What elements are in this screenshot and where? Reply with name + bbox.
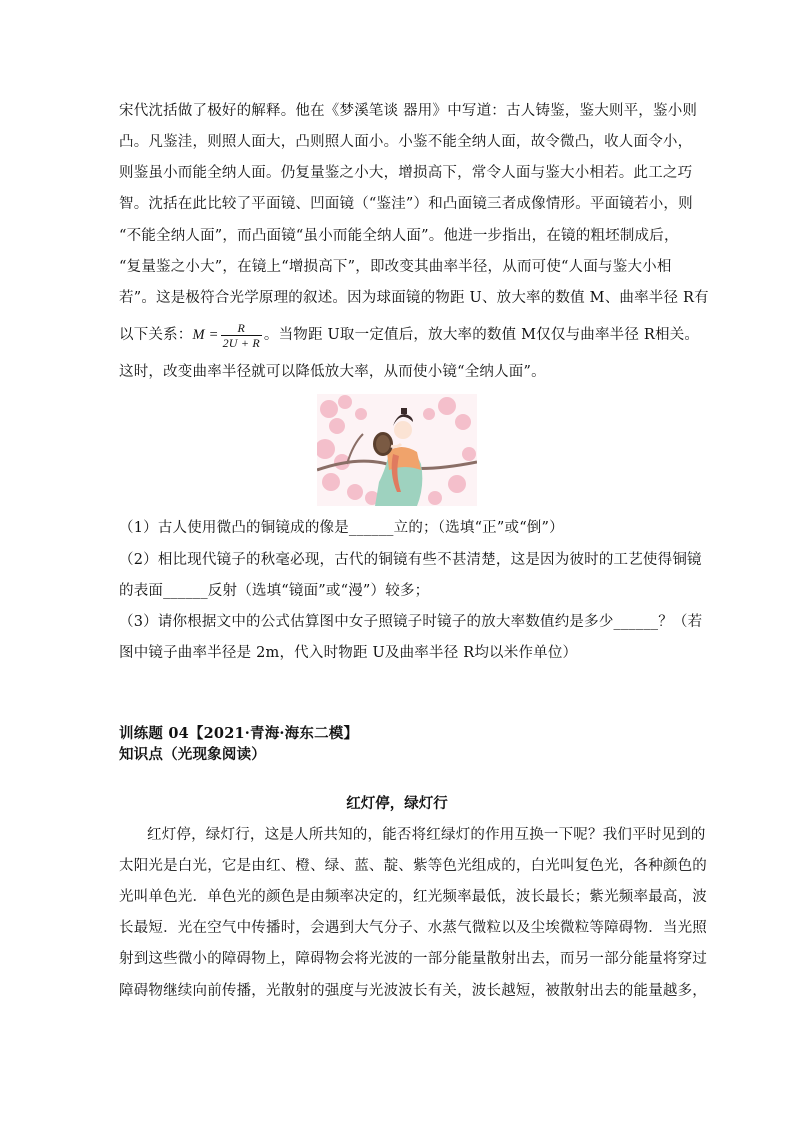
formula-suffix: 。当物距 U取一定值后，放大率的数值 M仅仅与曲率半径 R相关。 [263, 327, 700, 343]
question-2-line-1: （2）相比现代镜子的秋毫必现，古代的铜镜有些不甚清楚，这是因为彼时的工艺使得铜镜 [119, 552, 702, 568]
passage-line-7: 若”。这是极符合光学原理的叙述。因为球面镜的物距 U、放大率的数值 M、曲率半径 R有 [119, 290, 709, 306]
section-heading: 训练题 04【2021·青海·海东二模】 [119, 725, 359, 742]
passage-line-5: “不能全纳人面”，而凸面镜“虽小而能全纳人面”。他进一步指出，在镜的粗坯制成后， [119, 228, 679, 244]
passage-line-3: 则鉴虽小而能全纳人面。仍复量鉴之小大，增损高下，常令人面与鉴大小相若。此工之巧 [119, 165, 693, 181]
question-2-line-2: 的表面______反射（选填“镜面”或“漫”）较多； [119, 583, 430, 599]
article-line-1: 红灯停，绿灯行，这是人所共知的，能否将红绿灯的作用互换一下呢？我们平时见到的 [147, 827, 706, 843]
article-line-2: 太阳光是白光，它是由红、橙、绿、蓝、靛、紫等色光组成的，白光叫复色光，各种颜色的 [119, 858, 707, 874]
article-title: 红灯停，绿灯行 [346, 795, 448, 812]
formula-denominator: 2U + R [222, 335, 260, 350]
formula-line [119, 320, 699, 350]
article-line-6: 障碍物继续向前传播，光散射的强度与光波波长有关，波长越短，被散射出去的能量越多， [119, 983, 707, 999]
question-3-line-1: （3）请你根据文中的公式估算图中女子照镜子时镜子的放大率数值约是多少______？（若 [119, 614, 703, 630]
passage-line-1: 宋代沈括做了极好的解释。他在《梦溪笔谈 器用》中写道：古人铸鉴，鉴大则平，鉴小则 [119, 103, 698, 119]
passage-line-4: 智。沈括在此比较了平面镜、凹面镜（“鉴洼”）和凸面镜三者成像情形。平面镜若小，则 [119, 196, 693, 212]
formula-lhs: M = [192, 327, 219, 343]
passage-line-6: “复量鉴之小大”，在镜上“增损高下”，即改变其曲率半径，从而可使“人面与鉴大小相 [119, 259, 672, 275]
section-subheading: 知识点（光现象阅读） [119, 746, 266, 763]
question-3-line-2: 图中镜子曲率半径是 2m，代入时物距 U及曲率半径 R均以米作单位） [119, 645, 578, 661]
formula-prefix: 以下关系： [119, 327, 193, 343]
article-line-3: 光叫单色光．单色光的颜色是由频率决定的，红光频率最低，波长最长；紫光频率最高，波 [119, 889, 707, 905]
passage-last-line: 这时，改变曲率半径就可以降低放大率，从而使小镜“全纳人面”。 [119, 364, 546, 380]
formula-fraction [221, 321, 262, 350]
ancient-woman-mirror-illustration [317, 394, 477, 506]
passage-line-2: 凸。凡鉴洼，则照人面大，凸则照人面小。小鉴不能全纳人面，故令微凸，收人面令小， [119, 134, 693, 150]
article-line-5: 射到这些微小的障碍物上，障碍物会将光波的一部分能量散射出去，而另一部分能量将穿过 [119, 951, 707, 967]
formula-numerator: R [221, 321, 262, 336]
article-line-4: 长最短．光在空气中传播时，会遇到大气分子、水蒸气微粒以及尘埃微粒等障碍物．当光照 [119, 920, 707, 936]
question-1: （1）古人使用微凸的铜镜成的像是______立的；（选填“正”或“倒”） [119, 520, 564, 536]
